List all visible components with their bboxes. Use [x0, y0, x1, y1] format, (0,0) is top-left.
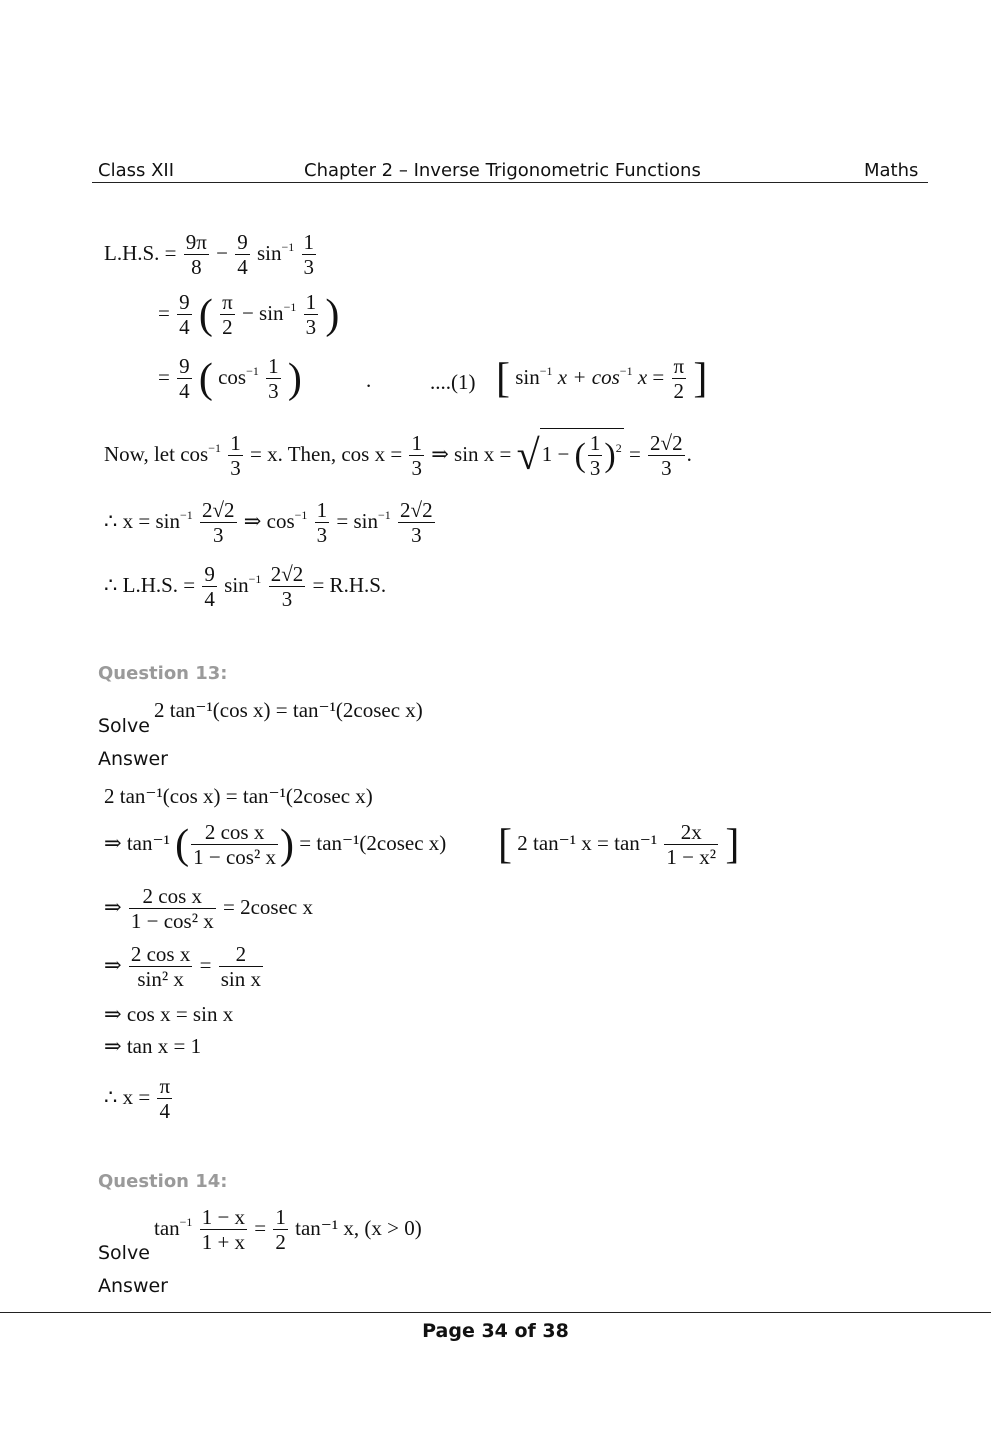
identity-bracket-1: [ $\sin^{-1} x + \cos^{-1} x$ = $\frac{\pi}{2}$ ] [496, 354, 708, 403]
dot-mark: . [366, 368, 372, 392]
q13-problem: 2 tan⁻¹(cos x) = tan⁻¹(2cosec x) [154, 698, 423, 722]
question-13-title: Question 13: [98, 663, 228, 684]
therefore-lhs-line: ∴ L.H.S. = $\frac{9}{4}$ $\sin^{-1}$ $\frac{2√2}{3}$ = R.H.S. [104, 562, 387, 611]
q13-identity-bracket: [ 2 tan⁻¹ x = tan⁻¹ $\frac{2x}{\text{1 − x²}}$ ] [498, 820, 740, 869]
q14-answer-label: Answer [98, 1275, 168, 1297]
header-chapter-title: Chapter 2 – Inverse Trigonometric Functions [304, 160, 701, 181]
q13-step-1: ⇒ tan⁻¹ ( $\frac{\text{2 cos x}}{\text{1 − cos² x}}$ ) = tan⁻¹(2cosec x) [104, 820, 447, 869]
equation-ref-1: ....(1) [430, 370, 476, 394]
lhs-line-1: L.H.S. = $\frac{9\pi}{8}$ − $\frac{9}{4}$ $\sin^{-1}$ $\frac{1}{3}$ [104, 230, 315, 279]
lhs-line-2: = $\frac{9}{4}$ ( $\frac{\pi}{2}$ − $\sin^{-1}$ $\frac{1}{3}$ ) [158, 290, 340, 339]
q14-solve-label: Solve [98, 1242, 150, 1264]
lhs-line-3: = $\frac{9}{4}$ ( $\cos^{-1}$ $\frac{1}{3}$ ) [158, 354, 302, 403]
q13-solve-label: Solve [98, 715, 150, 737]
header-rule [92, 182, 928, 183]
therefore-x-line: ∴ $x = \sin^{-1}$ $\frac{2√2}{3}$ ⇒ $\cos^{-1}$ $\frac{1}{3}$ = $\sin^{-1}$ $\frac{2√2}{3}$ [104, 498, 433, 547]
q13-line-1: 2 tan⁻¹(cos x) = tan⁻¹(2cosec x) [104, 784, 373, 808]
q13-step-2: ⇒ $\frac{\text{2 cos x}}{\text{1 − cos² x}}$ = 2cosec x [104, 884, 313, 933]
q13-step-4: ⇒ cos x = sin x [104, 1002, 234, 1026]
page-number: Page 34 of 38 [422, 1320, 569, 1342]
q13-step-5: ⇒ tan x = 1 [104, 1034, 202, 1058]
question-14-title: Question 14: [98, 1171, 228, 1192]
q13-answer-label: Answer [98, 748, 168, 770]
q13-result: ∴ x = $\frac{\pi}{4}$ [104, 1074, 171, 1123]
now-let-line: Now, let $\cos^{-1}$ $\frac{1}{3}$ = x. Then, cos x = $\frac{1}{3}$ ⇒ sin x = √1 − ( $\frac{1}{3}$ )$^2$ = $\frac{2√2}{3}$ . [104, 428, 692, 479]
q14-problem: $\tan^{-1}$ $\frac{1 - x}{1 + x}$ = $\frac{1}{2}$ tan⁻¹ x, (x > 0) [154, 1205, 422, 1254]
header-class: Class XII [98, 160, 175, 181]
header-subject: Maths [864, 160, 919, 181]
q13-step-3: ⇒ $\frac{\text{2 cos x}}{\text{sin² x}}$ = $\frac{2}{\text{sin x}}$ [104, 942, 261, 991]
footer-rule [0, 1312, 991, 1313]
